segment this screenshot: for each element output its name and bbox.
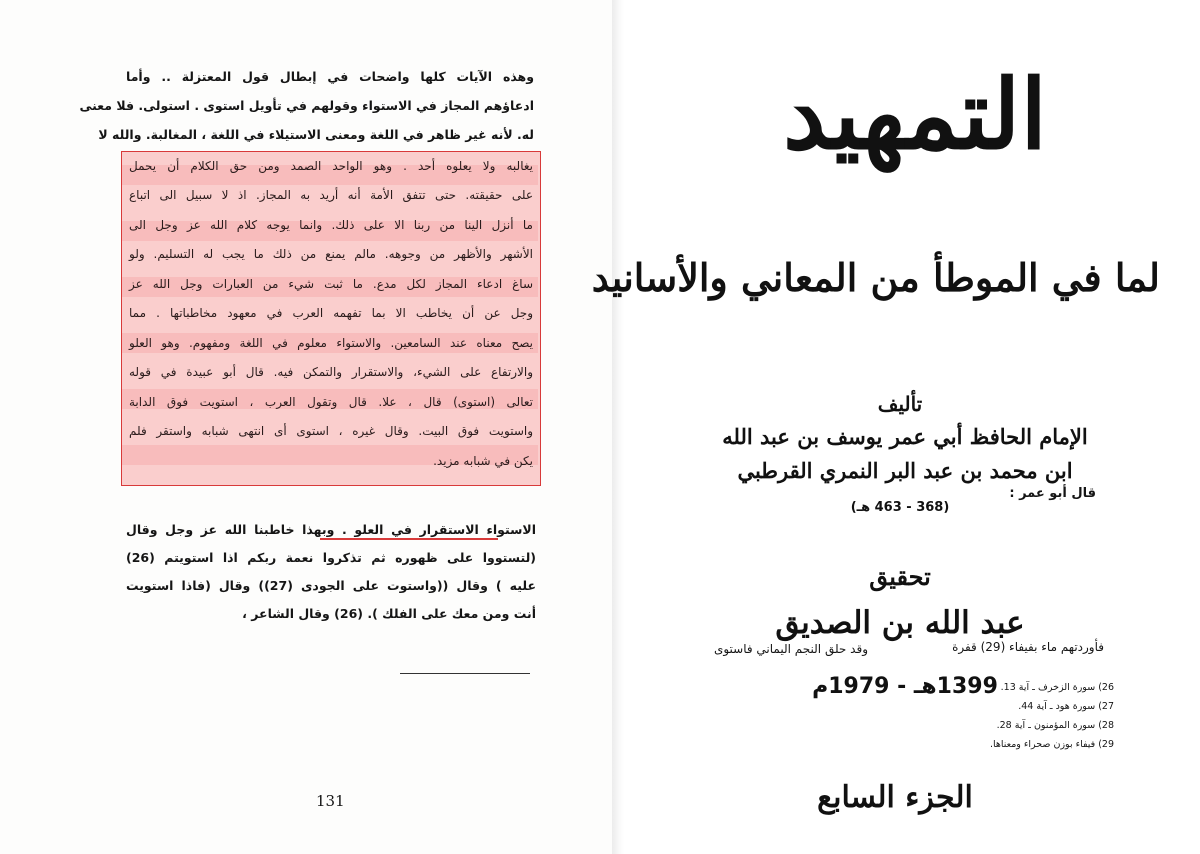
highlighted-line: واستويت فوق البيت. وقال غيره ، استوى أى انتهى شبابه واستقر فلم — [129, 424, 533, 438]
highlighted-line: يكن في شبابه مزيد. — [433, 454, 533, 468]
text-line: عليه ) وقال ((واستوت على الجودى (27)) وقال (فاذا استويت — [126, 578, 536, 593]
red-underline — [320, 538, 498, 540]
highlighted-line: وجل عن أن يخاطب الا بما تفهمه العرب في معهود مخاطباتها . مما — [129, 306, 533, 320]
author-dates: (368 - 463 هـ) — [850, 500, 950, 515]
text-line: (لتستووا على ظهوره ثم تذكروا نعمة ربكم اذا استويتم (26) — [126, 550, 536, 565]
volume-label: الجزء السابع — [817, 780, 973, 815]
text-line: وهذه الآيات كلها واضحات في إبطال قول المعتزلة .. وأما — [126, 69, 534, 84]
highlighted-line: على حقيقته. حتى تتفق الأمة أنه أريد به المجاز. اذ لا سبيل الى اتباع — [129, 188, 533, 202]
editor-name: عبد الله بن الصديق — [775, 605, 1025, 641]
highlighted-line: ما أنزل الينا من ربنا الا على ذلك. وانما يوجه كلام الله عز وجل الى — [129, 218, 533, 232]
highlighted-line: والارتفاع على الشيء، والاستقرار والتمكن فيه. قال أبو عبيدة في قوله — [129, 365, 533, 379]
verse-second-hemistich: وقد حلق النجم اليماني فاستوى — [713, 642, 868, 656]
verse-first-hemistich: فأوردتهم ماء بفيفاء (29) قفرة — [952, 640, 1104, 654]
text-line: له. لأنه غير ظاهر في اللغة ومعنى الاستيلاء في اللغة ، المغالبة. والله لا — [98, 127, 534, 142]
book-title: التمهيد — [783, 58, 1047, 171]
publication-year: 1399هـ - 1979م — [812, 674, 998, 699]
footnote: 26) سورة الزخرف ـ آية 13. — [1000, 682, 1114, 693]
highlighted-line: الأشهر والأظهر من وجوهه. مالم يمنع من ذلك ما يجب له التسليم. ولو — [129, 247, 533, 261]
text-line: الاستواء الاستقرار في العلو . وبهذا خاطبنا الله عز وجل وقال — [126, 522, 536, 537]
footnote: 27) سورة هود ـ آية 44. — [1018, 701, 1114, 712]
authorship-label: تأليف — [877, 392, 923, 416]
highlighted-line: يصح معناه عند السامعين. والاستواء معلوم في اللغة ومفهوم. وهو العلو — [129, 336, 533, 350]
highlighted-line: يغالبه ولا يعلوه أحد . وهو الواحد الصمد ومن حق الكلام أن يحمل — [129, 159, 533, 173]
book-subtitle: لما في الموطأ من المعاني والأسانيد — [591, 255, 1160, 300]
page-gutter — [612, 0, 624, 854]
highlighted-line: تعالى (استوى) قال ، علا. قال وتقول العرب ، استويت فوق الدابة — [129, 395, 533, 409]
speaker-heading: قال أبو عمر : — [1009, 486, 1096, 501]
page-number: 131 — [316, 792, 345, 810]
author-line-1: الإمام الحافظ أبي عمر يوسف بن عبد الله — [722, 424, 1088, 449]
footnote: 28) سورة المؤمنون ـ آية 28. — [996, 720, 1114, 731]
author-line-2: ابن محمد بن عبد البر النمري القرطبي — [737, 458, 1073, 483]
editing-label: تحقيق — [869, 562, 931, 591]
footnote-rule — [400, 673, 530, 674]
text-line: أنت ومن معك على الفلك ). (26) وقال الشاعر ، — [242, 606, 536, 621]
footnote: 29) فيفاء بوزن صحراء ومعناها. — [989, 739, 1114, 750]
text-line: ادعاؤهم المجاز في الاستواء وقولهم في تأويل استوى . استولى. فلا معنى — [79, 98, 534, 113]
highlighted-line: ساغ ادعاء المجاز لكل مدع. ما ثبت شيء من العبارات وجل الله عز — [129, 277, 533, 291]
